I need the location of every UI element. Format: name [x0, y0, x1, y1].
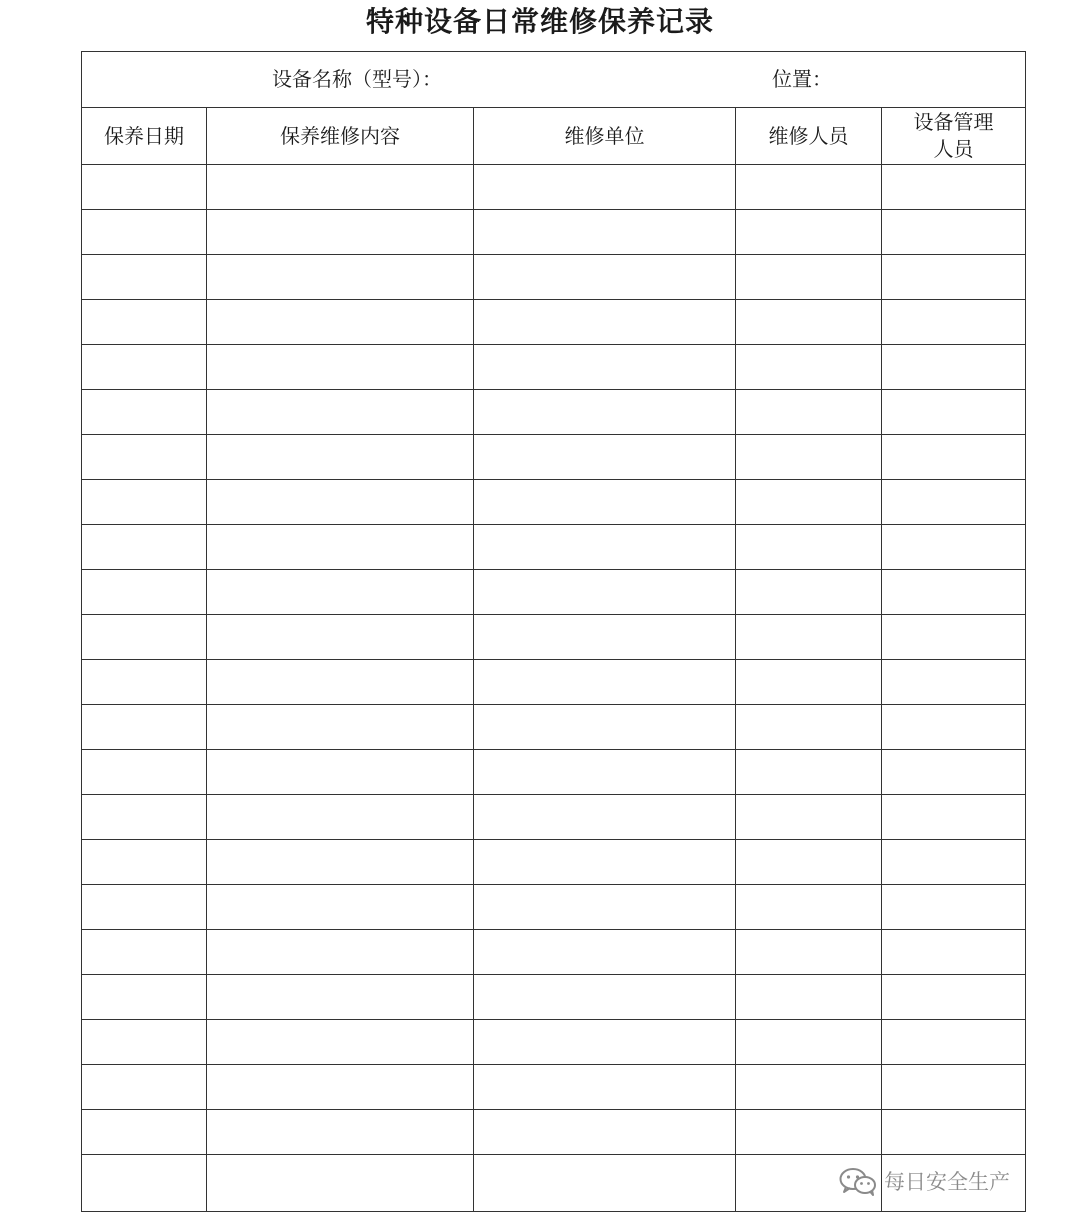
content-cell[interactable]: [207, 480, 474, 525]
unit-cell[interactable]: [474, 885, 736, 930]
date-cell[interactable]: [82, 975, 207, 1020]
content-cell[interactable]: [207, 840, 474, 885]
personnel-cell[interactable]: [736, 165, 882, 210]
table-row: [82, 750, 1026, 795]
header-repair-personnel: 维修人员: [736, 108, 882, 165]
content-cell[interactable]: [207, 750, 474, 795]
manager-cell[interactable]: [882, 930, 1026, 975]
unit-cell[interactable]: [474, 750, 736, 795]
date-cell[interactable]: [82, 840, 207, 885]
content-cell[interactable]: [207, 660, 474, 705]
manager-cell[interactable]: [882, 795, 1026, 840]
manager-cell[interactable]: [882, 345, 1026, 390]
manager-cell[interactable]: [882, 480, 1026, 525]
table-row: [82, 570, 1026, 615]
unit-cell[interactable]: [474, 255, 736, 300]
manager-cell[interactable]: [882, 705, 1026, 750]
unit-cell[interactable]: [474, 435, 736, 480]
table-row: [82, 255, 1026, 300]
table-row: [82, 435, 1026, 480]
date-cell[interactable]: [82, 345, 207, 390]
unit-cell[interactable]: [474, 660, 736, 705]
personnel-cell[interactable]: [736, 660, 882, 705]
unit-cell[interactable]: [474, 480, 736, 525]
table-row: [82, 705, 1026, 750]
unit-cell[interactable]: [474, 1065, 736, 1110]
personnel-cell[interactable]: [736, 1110, 882, 1155]
content-cell[interactable]: [207, 210, 474, 255]
content-cell[interactable]: [207, 1020, 474, 1065]
manager-cell[interactable]: [882, 210, 1026, 255]
document-title: 特种设备日常维修保养记录: [365, 5, 714, 38]
date-cell[interactable]: [82, 1155, 207, 1212]
header-equipment-manager-label: 设备管理人员: [913, 110, 994, 161]
date-cell[interactable]: [82, 1020, 207, 1065]
unit-cell[interactable]: [474, 570, 736, 615]
date-cell[interactable]: [82, 660, 207, 705]
manager-cell[interactable]: [882, 840, 1026, 885]
date-cell[interactable]: [82, 525, 207, 570]
manager-cell[interactable]: [882, 1110, 1026, 1155]
manager-cell[interactable]: [882, 885, 1026, 930]
content-cell[interactable]: [207, 795, 474, 840]
date-cell[interactable]: [82, 885, 207, 930]
content-cell[interactable]: [207, 615, 474, 660]
header-repair-unit: 维修单位: [474, 108, 736, 165]
manager-cell[interactable]: [882, 570, 1026, 615]
manager-cell[interactable]: [882, 1065, 1026, 1110]
table-row: [82, 1065, 1026, 1110]
table-row: [82, 165, 1026, 210]
date-cell[interactable]: [82, 570, 207, 615]
personnel-cell[interactable]: [736, 840, 882, 885]
unit-cell[interactable]: [474, 930, 736, 975]
watermark: [838, 1164, 1010, 1198]
personnel-cell[interactable]: [736, 525, 882, 570]
table-row: [82, 390, 1026, 435]
table-row: [82, 525, 1026, 570]
manager-cell[interactable]: [882, 660, 1026, 705]
manager-cell[interactable]: [882, 435, 1026, 480]
table-row: [82, 1020, 1026, 1065]
date-cell[interactable]: [82, 705, 207, 750]
personnel-cell[interactable]: [736, 345, 882, 390]
unit-cell[interactable]: [474, 210, 736, 255]
content-cell[interactable]: [207, 435, 474, 480]
equipment-name-label: 设备名称（型号）：: [272, 67, 442, 91]
unit-cell[interactable]: [474, 300, 736, 345]
unit-cell[interactable]: [474, 975, 736, 1020]
personnel-cell[interactable]: [736, 795, 882, 840]
table-row: [82, 930, 1026, 975]
date-cell[interactable]: [82, 210, 207, 255]
personnel-cell[interactable]: [736, 885, 882, 930]
date-cell[interactable]: [82, 435, 207, 480]
personnel-cell[interactable]: [736, 390, 882, 435]
unit-cell[interactable]: [474, 1020, 736, 1065]
content-cell[interactable]: [207, 1110, 474, 1155]
personnel-cell[interactable]: [736, 750, 882, 795]
location-label: 位置：: [772, 67, 832, 91]
table-row: [82, 1110, 1026, 1155]
date-cell[interactable]: [82, 750, 207, 795]
date-cell[interactable]: [82, 930, 207, 975]
unit-cell[interactable]: [474, 525, 736, 570]
content-cell[interactable]: [207, 705, 474, 750]
wechat-icon: [838, 1166, 878, 1196]
unit-cell[interactable]: [474, 165, 736, 210]
content-cell[interactable]: [207, 345, 474, 390]
content-cell[interactable]: [207, 930, 474, 975]
header-maintenance-content: 保养维修内容: [207, 108, 474, 165]
date-cell[interactable]: [82, 300, 207, 345]
unit-cell[interactable]: [474, 1155, 736, 1212]
manager-cell[interactable]: [882, 165, 1026, 210]
date-cell[interactable]: [82, 165, 207, 210]
manager-cell[interactable]: [882, 1020, 1026, 1065]
table-row: [82, 975, 1026, 1020]
unit-cell[interactable]: [474, 840, 736, 885]
table-row: [82, 345, 1026, 390]
manager-cell[interactable]: [882, 750, 1026, 795]
unit-cell[interactable]: [474, 795, 736, 840]
personnel-cell[interactable]: [736, 1065, 882, 1110]
personnel-cell[interactable]: [736, 480, 882, 525]
content-cell[interactable]: [207, 1065, 474, 1110]
unit-cell[interactable]: [474, 345, 736, 390]
date-cell[interactable]: [82, 255, 207, 300]
manager-cell[interactable]: [882, 300, 1026, 345]
personnel-cell[interactable]: [736, 435, 882, 480]
equipment-info-cell[interactable]: [82, 52, 1026, 108]
content-cell[interactable]: [207, 570, 474, 615]
manager-cell[interactable]: [882, 525, 1026, 570]
equipment-info-row: [82, 52, 1026, 108]
header-maintenance-date: 保养日期: [82, 108, 207, 165]
column-header-row: [82, 108, 1026, 165]
table-row: [82, 210, 1026, 255]
maintenance-record-table: [81, 51, 1026, 1212]
date-cell[interactable]: [82, 1065, 207, 1110]
manager-cell[interactable]: [882, 615, 1026, 660]
content-cell[interactable]: [207, 525, 474, 570]
date-cell[interactable]: [82, 390, 207, 435]
personnel-cell[interactable]: [736, 1020, 882, 1065]
content-cell[interactable]: [207, 300, 474, 345]
content-cell[interactable]: [207, 390, 474, 435]
content-cell[interactable]: [207, 1155, 474, 1212]
content-cell[interactable]: [207, 885, 474, 930]
manager-cell[interactable]: [882, 975, 1026, 1020]
content-cell[interactable]: [207, 975, 474, 1020]
table-row: [82, 840, 1026, 885]
date-cell[interactable]: [82, 480, 207, 525]
table-row: [82, 300, 1026, 345]
content-cell[interactable]: [207, 255, 474, 300]
date-cell[interactable]: [82, 615, 207, 660]
content-cell[interactable]: [207, 165, 474, 210]
personnel-cell[interactable]: [736, 255, 882, 300]
table-row: [82, 660, 1026, 705]
table-row: [82, 480, 1026, 525]
manager-cell[interactable]: [882, 255, 1026, 300]
personnel-cell[interactable]: [736, 210, 882, 255]
table-row: [82, 615, 1026, 660]
personnel-cell[interactable]: [736, 570, 882, 615]
manager-cell[interactable]: [882, 390, 1026, 435]
personnel-cell[interactable]: [736, 975, 882, 1020]
table-row: [82, 885, 1026, 930]
personnel-cell[interactable]: [736, 300, 882, 345]
date-cell[interactable]: [82, 795, 207, 840]
table-row: [82, 795, 1026, 840]
personnel-cell[interactable]: [736, 930, 882, 975]
header-equipment-manager: [882, 108, 1026, 165]
unit-cell[interactable]: [474, 705, 736, 750]
unit-cell[interactable]: [474, 615, 736, 660]
unit-cell[interactable]: [474, 1110, 736, 1155]
personnel-cell[interactable]: [736, 705, 882, 750]
date-cell[interactable]: [82, 1110, 207, 1155]
watermark-text: 每日安全生产: [884, 1170, 1010, 1194]
unit-cell[interactable]: [474, 390, 736, 435]
personnel-cell[interactable]: [736, 615, 882, 660]
